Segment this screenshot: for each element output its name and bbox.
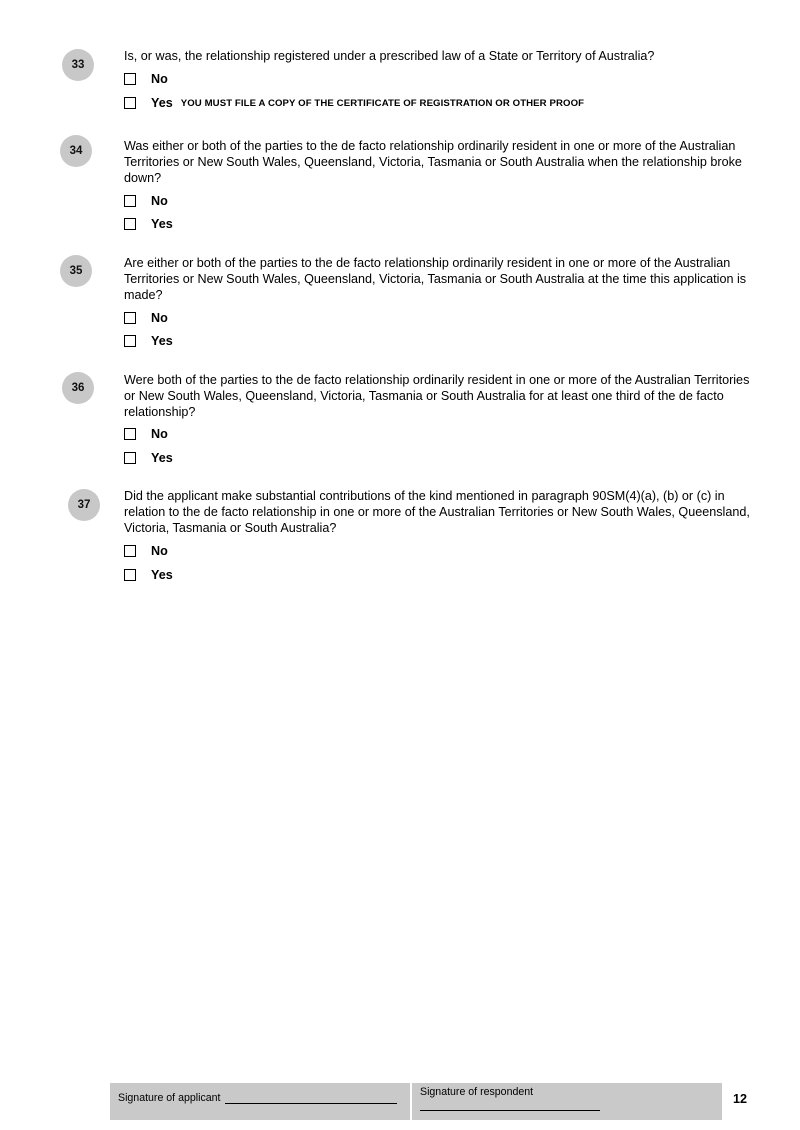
checkbox[interactable]: [124, 195, 136, 207]
checkbox[interactable]: [124, 73, 136, 85]
question-number-badge: 35: [60, 255, 92, 287]
checkbox[interactable]: [124, 218, 136, 230]
option-label: Yes: [151, 334, 173, 348]
respondent-signature-line[interactable]: [420, 1101, 600, 1111]
option-no[interactable]: [124, 193, 168, 209]
option-label: No: [151, 194, 168, 208]
page-number: 12: [733, 1092, 748, 1106]
question-text: Is, or was, the relationship registered under a prescribed law of a State or Territory of Australia?: [124, 49, 655, 63]
checkbox[interactable]: [124, 97, 136, 109]
question-text: Were both of the parties to the de facto relationship ordinarily resident in one or more of the Australian Territories or New South Wales, Queensland, Victoria, Tasmania or South Australia for at least one third of the de facto relationship?: [124, 373, 750, 419]
option-no[interactable]: [124, 310, 168, 326]
checkbox[interactable]: [124, 335, 136, 347]
option-yes[interactable]: [124, 216, 173, 232]
option-label: Yes: [151, 451, 173, 465]
option-no[interactable]: [124, 543, 168, 559]
option-note: YOU MUST FILE A COPY OF THE CERTIFICATE OF REGISTRATION OR OTHER PROOF: [180, 97, 585, 109]
checkbox[interactable]: [124, 312, 136, 324]
checkbox[interactable]: [124, 428, 136, 440]
question-text: Did the applicant make substantial contributions of the kind mentioned in paragraph 90SM(4)(a), (b) or (c) in relation to the de facto relationship in one or more of the Australian Territories or New South Wales, Queensland, Victoria, Tasmania or South Australia?: [124, 489, 750, 535]
question-number-badge: 36: [62, 372, 94, 404]
signature-footer: [110, 1083, 722, 1120]
checkbox[interactable]: [124, 545, 136, 557]
option-yes[interactable]: [124, 450, 173, 466]
option-no[interactable]: [124, 426, 168, 442]
option-label: No: [151, 311, 168, 325]
option-label: No: [151, 427, 168, 441]
respondent-signature-block: [412, 1083, 722, 1120]
question-number-badge: 34: [60, 135, 92, 167]
question-number-badge: 33: [62, 49, 94, 81]
option-label: No: [151, 72, 168, 86]
question-number-badge: 37: [68, 489, 100, 521]
applicant-signature-label: Signature of applicant: [118, 1092, 221, 1104]
applicant-signature-block: [110, 1083, 412, 1120]
option-yes[interactable]: [124, 567, 173, 583]
option-label: Yes: [151, 96, 173, 110]
question-text: Was either or both of the parties to the de facto relationship ordinarily resident in one or more of the Australian Territories or New South Wales, Queensland, Victoria, Tasmania or South Australia when the relationship broke down?: [124, 139, 742, 185]
option-label: Yes: [151, 568, 173, 582]
option-no[interactable]: [124, 71, 168, 87]
option-label: Yes: [151, 217, 173, 231]
option-yes[interactable]: [124, 333, 173, 349]
checkbox[interactable]: [124, 452, 136, 464]
option-label: No: [151, 544, 168, 558]
question-text: Are either or both of the parties to the de facto relationship ordinarily resident in one or more of the Australian Territories or New South Wales, Queensland, Victoria, Tasmania or South Australia at the time this application is made?: [124, 256, 747, 302]
option-yes[interactable]: [124, 95, 584, 111]
applicant-signature-line[interactable]: [225, 1091, 397, 1104]
checkbox[interactable]: [124, 569, 136, 581]
respondent-signature-label: Signature of respondent: [420, 1086, 534, 1098]
